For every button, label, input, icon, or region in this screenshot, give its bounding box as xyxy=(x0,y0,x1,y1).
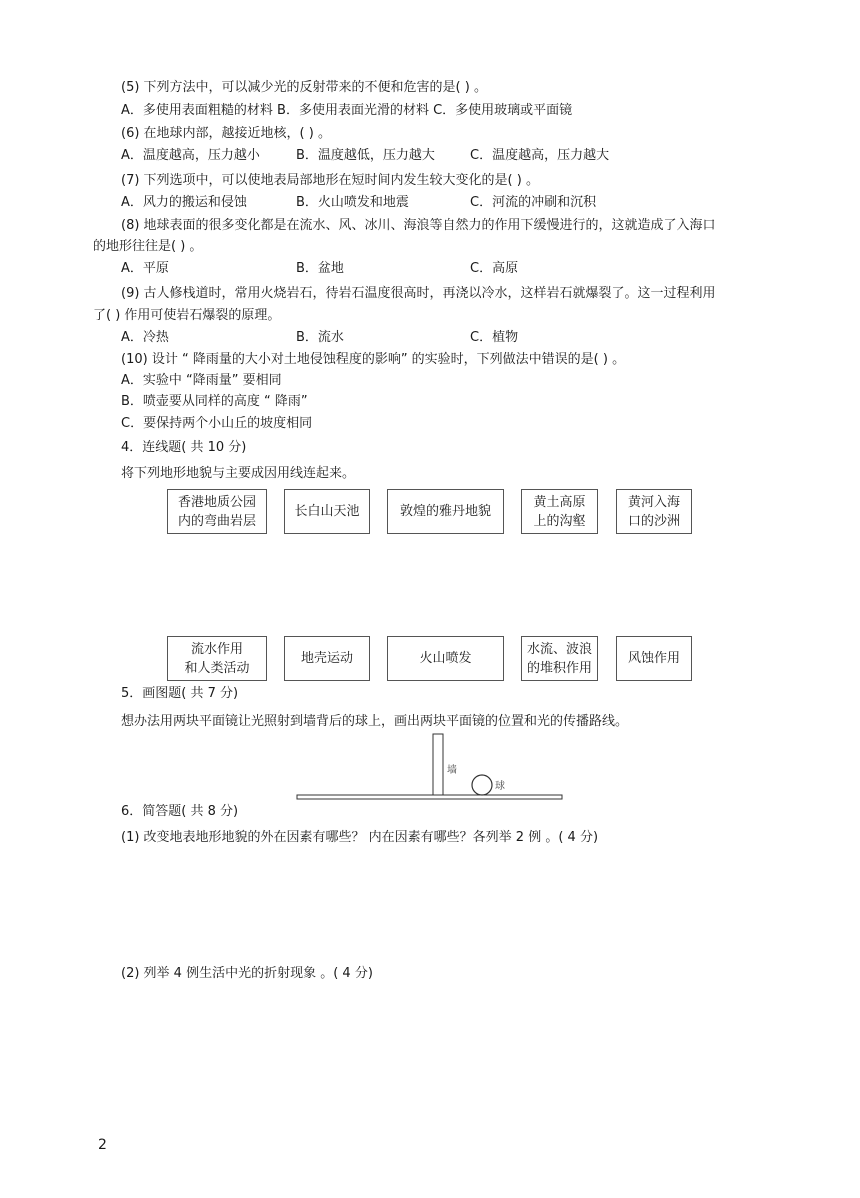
section6-q2: (2) 列举 4 例生活中光的折射现象 。( 4 分) xyxy=(121,966,373,981)
cause-box-2[interactable]: 地壳运动 xyxy=(284,636,370,681)
ball-label: 球 xyxy=(495,781,505,792)
q8-option-a: A．平原 xyxy=(121,261,169,276)
landform-box-2[interactable]: 长白山天池 xyxy=(284,489,370,534)
q7-option-b: B．火山喷发和地震 xyxy=(296,195,409,210)
landform-box-5[interactable]: 黄河入海 口的沙洲 xyxy=(616,489,692,534)
q9-stem-line2: 了( ) 作用可使岩石爆裂的原理。 xyxy=(93,308,281,323)
wall xyxy=(433,734,443,795)
cause-box-1[interactable]: 流水作用 和人类活动 xyxy=(167,636,267,681)
landform-box-1[interactable]: 香港地质公园 内的弯曲岩层 xyxy=(167,489,267,534)
landform-box-4[interactable]: 黄土高原 上的沟壑 xyxy=(521,489,598,534)
q8-stem-line1: (8) 地球表面的很多变化都是在流水、风、冰川、海浪等自然力的作用下缓慢进行的，这就造成了入海口 xyxy=(121,218,716,233)
section4-heading: 4．连线题( 共 10 分) xyxy=(121,440,247,455)
section4-instruction: 将下列地形地貌与主要成因用线连起来。 xyxy=(121,466,356,481)
q9-option-c: C．植物 xyxy=(470,330,519,345)
q9-option-a: A．冷热 xyxy=(121,330,169,345)
q5-stem: (5) 下列方法中，可以减少光的反射带来的不便和危害的是( ) 。 xyxy=(121,80,487,95)
q8-option-b: B．盆地 xyxy=(296,261,344,276)
q8-stem-line2: 的地形往往是( ) 。 xyxy=(93,239,203,254)
q9-option-b: B．流水 xyxy=(296,330,344,345)
wall-label: 墙 xyxy=(447,765,457,776)
q6-option-b: B．温度越低，压力越大 xyxy=(296,148,435,163)
q6-option-c: C．温度越高，压力越大 xyxy=(470,148,610,163)
q7-stem: (7) 下列选项中，可以使地表局部地形在短时间内发生较大变化的是( ) 。 xyxy=(121,173,539,188)
q6-option-a: A．温度越高，压力越小 xyxy=(121,148,260,163)
section5-heading: 5．画图题( 共 7 分) xyxy=(121,686,239,701)
q7-option-c: C．河流的冲刷和沉积 xyxy=(470,195,597,210)
q10-option-b: B．喷壶要从同样的高度 “ 降雨” xyxy=(121,394,308,409)
section6-heading: 6．简答题( 共 8 分) xyxy=(121,804,239,819)
q9-stem-line1: (9) 古人修栈道时，常用火烧岩石，待岩石温度很高时，再浇以冷水，这样岩石就爆裂了。这一过程利用 xyxy=(121,286,716,301)
section5-instruction: 想办法用两块平面镜让光照射到墙背后的球上，画出两块平面镜的位置和光的传播路线。 xyxy=(121,714,629,729)
cause-box-3[interactable]: 火山喷发 xyxy=(387,636,504,681)
landform-box-3[interactable]: 敦煌的雅丹地貌 xyxy=(387,489,504,534)
q8-option-c: C．高原 xyxy=(470,261,519,276)
page-number: 2 xyxy=(98,1137,107,1153)
cause-box-5[interactable]: 风蚀作用 xyxy=(616,636,692,681)
ground-line xyxy=(297,795,562,799)
q5-options: A．多使用表面粗糙的材料 B．多使用表面光滑的材料 C．多使用玻璃或平面镜 xyxy=(121,103,573,118)
q10-stem: (10) 设计 “ 降雨量的大小对土地侵蚀程度的影响” 的实验时，下列做法中错误的是( ) 。 xyxy=(121,352,626,367)
wall-ball-diagram[interactable] xyxy=(290,728,570,806)
section6-q1: (1) 改变地表地形地貌的外在因素有哪些？ 内在因素有哪些？各列举 2 例 。( 4 分) xyxy=(121,830,599,845)
q10-option-c: C．要保持两个小山丘的坡度相同 xyxy=(121,416,313,431)
q10-option-a: A．实验中 “降雨量” 要相同 xyxy=(121,373,282,388)
q6-stem: (6) 在地球内部，越接近地核，( ) 。 xyxy=(121,126,331,141)
ball xyxy=(472,775,492,795)
cause-box-4[interactable]: 水流、波浪 的堆积作用 xyxy=(521,636,598,681)
q7-option-a: A．风力的搬运和侵蚀 xyxy=(121,195,247,210)
